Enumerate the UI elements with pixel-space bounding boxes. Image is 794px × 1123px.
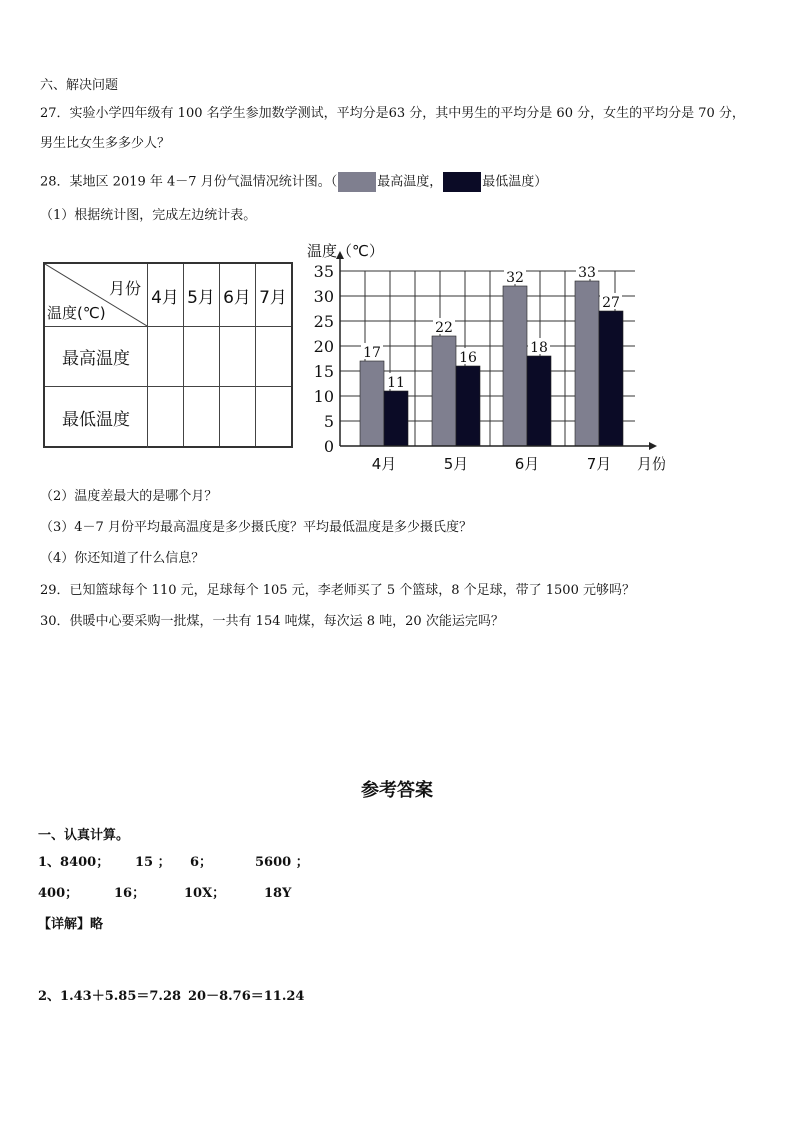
x-axis-arrow — [649, 442, 657, 450]
answer2-a: 2、1.43＋5.85＝7.28 — [38, 989, 182, 1004]
x-tick-label: 7月 — [586, 455, 612, 473]
y-tick-label: 35 — [313, 262, 334, 281]
table-divider — [255, 326, 256, 446]
table-row-label-low: 最低温度 — [45, 386, 148, 448]
q28-sub2: （2）温度差最大的是哪个月？ — [40, 489, 218, 504]
x-tick-label: 4月 — [371, 455, 397, 473]
table-header-month: 5月 — [183, 264, 220, 326]
bar-high — [575, 281, 599, 446]
table-divider — [183, 326, 184, 446]
answers-title: 参考答案 — [361, 780, 433, 801]
y-tick-label: 0 — [323, 437, 334, 456]
q29-text: 29．已知篮球每个 110 元，足球每个 105 元，李老师买了 5 个篮球，8 个足球，带了 1500 元够吗？ — [40, 583, 635, 598]
y-tick-label: 10 — [313, 387, 334, 406]
x-tick-label: 5月 — [443, 455, 469, 473]
legend-low-swatch — [443, 172, 481, 192]
table-corner-month: 月份 — [108, 279, 141, 298]
y-axis-title: 温度（℃） — [307, 242, 384, 260]
data-label: 18 — [530, 340, 548, 356]
data-label: 27 — [602, 295, 620, 311]
answer-detail: 【详解】略 — [38, 917, 104, 932]
answer1-h: 18Y — [264, 886, 292, 901]
section-heading: 六、解决问题 — [40, 78, 119, 93]
table-header-month: 6月 — [219, 264, 256, 326]
y-tick-label: 25 — [313, 312, 334, 331]
legend-high-swatch — [338, 172, 376, 192]
data-label: 11 — [387, 375, 405, 391]
data-label: 22 — [435, 320, 453, 336]
bar-low — [599, 311, 623, 446]
data-label: 17 — [363, 345, 381, 361]
temperature-chart — [305, 238, 665, 473]
legend-low-label: 最低温度） — [482, 174, 548, 190]
q28-intro — [40, 172, 547, 192]
legend-high-label: 最高温度， — [377, 174, 443, 190]
data-label: 33 — [578, 265, 596, 281]
y-tick-label: 15 — [313, 362, 334, 381]
answer2-b: 20－8.76＝11.24 — [188, 989, 305, 1004]
data-label: 16 — [459, 350, 477, 366]
q28-sub4: （4）你还知道了什么信息？ — [40, 551, 205, 566]
q27-line1: 27．实验小学四年级有 100 名学生参加数学测试，平均分是63 分，其中男生的平均分是 60 分，女生的平均分是 70 分， — [40, 106, 745, 121]
answer1-e: 400； — [38, 886, 79, 901]
x-tick-label: 6月 — [514, 455, 540, 473]
table-header-month: 7月 — [259, 287, 287, 308]
bar-low — [527, 356, 551, 446]
q28-intro-text: 28．某地区 2019 年 4－7 月份气温情况统计图。（ — [40, 174, 338, 190]
q28-sub1: （1）根据统计图，完成左边统计表。 — [40, 208, 257, 223]
chart-bars — [360, 263, 623, 446]
table-corner-temp: 温度(℃) — [47, 304, 106, 322]
y-tick-label: 20 — [313, 337, 334, 356]
table-row-label-high: 最高温度 — [45, 326, 148, 386]
answer1-a: 1、8400； — [38, 855, 110, 870]
table-header-month: 4月 — [147, 264, 184, 326]
data-label: 32 — [506, 270, 524, 286]
chart-svg — [305, 238, 665, 473]
bar-high — [503, 286, 527, 446]
y-tick-label: 5 — [323, 412, 334, 431]
answer1-b: 15 ； — [135, 855, 171, 870]
stats-table — [43, 262, 293, 448]
bar-high — [360, 361, 384, 446]
q30-text: 30．供暖中心要采购一批煤，一共有 154 吨煤，每次运 8 吨，20 次能运完吗？ — [40, 614, 504, 629]
answer1-f: 16； — [114, 886, 146, 901]
x-axis-title: 月份 — [637, 455, 665, 473]
bar-low — [384, 391, 408, 446]
answer1-d: 5600 ； — [255, 855, 309, 870]
q28-sub3: （3）4－7 月份平均最高温度是多少摄氏度？平均最低温度是多少摄氏度？ — [40, 520, 472, 535]
y-tick-label: 30 — [313, 287, 334, 306]
table-corner — [45, 264, 148, 326]
answer1-c: 6； — [190, 855, 213, 870]
q27-line2: 男生比女生多多少人？ — [40, 136, 171, 151]
answer1-g: 10X； — [184, 886, 226, 901]
table-divider — [219, 326, 220, 446]
bar-high — [432, 336, 456, 446]
answers-part1-heading: 一、认真计算。 — [38, 828, 130, 843]
bar-low — [456, 366, 480, 446]
